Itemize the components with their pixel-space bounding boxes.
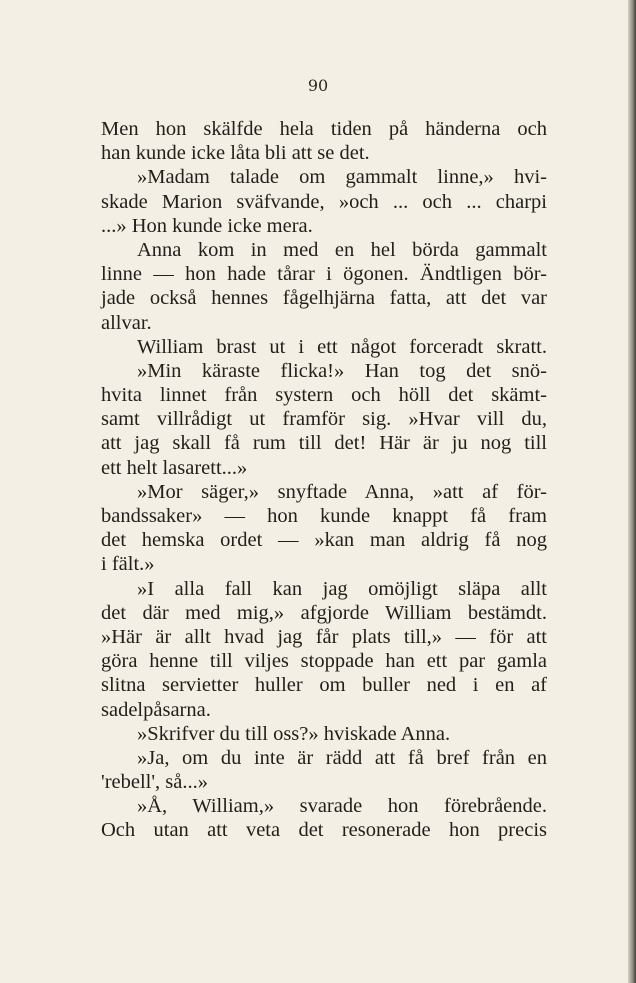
text-line: Anna kom in med en hel börda gammalt	[137, 238, 547, 261]
text-line: i fält.»	[101, 553, 155, 576]
text-line: skade Marion sväfvande, »och ... och ... charpi	[101, 190, 547, 213]
text-line: »Skrifver du till oss?» hviskade Anna.	[137, 722, 451, 745]
text-line: jade också hennes fågelhjärna fatta, att det var	[101, 287, 547, 310]
text-line: linne — hon hade tårar i ögonen. Ändtligen bör-	[101, 263, 547, 286]
text-line: »I alla fall kan jag omöjligt släpa allt	[137, 577, 547, 600]
text-line: »Ja, om du inte är rädd att få bref från en	[137, 746, 547, 769]
text-line: 'rebell', så...»	[101, 771, 209, 794]
page-number: 90	[307, 76, 329, 95]
text-line: det där med mig,» afgjorde William bestämdt.	[101, 601, 547, 624]
text-line: Och utan att veta det resonerade hon precis	[101, 819, 547, 842]
text-line: bandssaker» — hon kunde knappt få fram	[101, 505, 547, 527]
body-text	[101, 117, 547, 843]
text-line: »Här är allt hvad jag får plats till,» — för att	[101, 625, 547, 648]
text-line: hvita linnet från systern och höll det skämt-	[101, 384, 547, 407]
text-line: det hemska ordet — »kan man aldrig få nog	[101, 529, 547, 552]
text-line: allvar.	[101, 311, 152, 334]
text-line: sadelpåsarna.	[101, 698, 211, 721]
text-line: »Mor säger,» snyftade Anna, »att af för-	[137, 480, 547, 503]
text-line: ett helt lasarett...»	[101, 456, 248, 479]
text-line: Men hon skälfde hela tiden på händerna och	[101, 118, 547, 140]
text-line: ...» Hon kunde icke mera.	[101, 214, 313, 237]
text-line: William brast ut i ett något forceradt skratt.	[137, 335, 547, 358]
text-line: att jag skall få rum till det! Här är ju nog till	[101, 432, 547, 455]
text-line: »Min käraste flicka!» Han tog det snö-	[137, 359, 547, 382]
text-line: »Madam talade om gammalt linne,» hvi-	[137, 166, 547, 189]
text-line: han kunde icke låta bli att se det.	[101, 142, 370, 165]
text-line: »Å, William,» svarade hon förebrående.	[137, 795, 547, 818]
page-edge-shadow	[628, 0, 636, 983]
text-line: göra henne till viljes stoppade han ett par gamla	[101, 650, 547, 673]
text-line: samt villrådigt ut framför sig. »Hvar vill du,	[101, 408, 547, 431]
text-line: slitna servietter huller om buller ned i en af	[101, 674, 547, 697]
